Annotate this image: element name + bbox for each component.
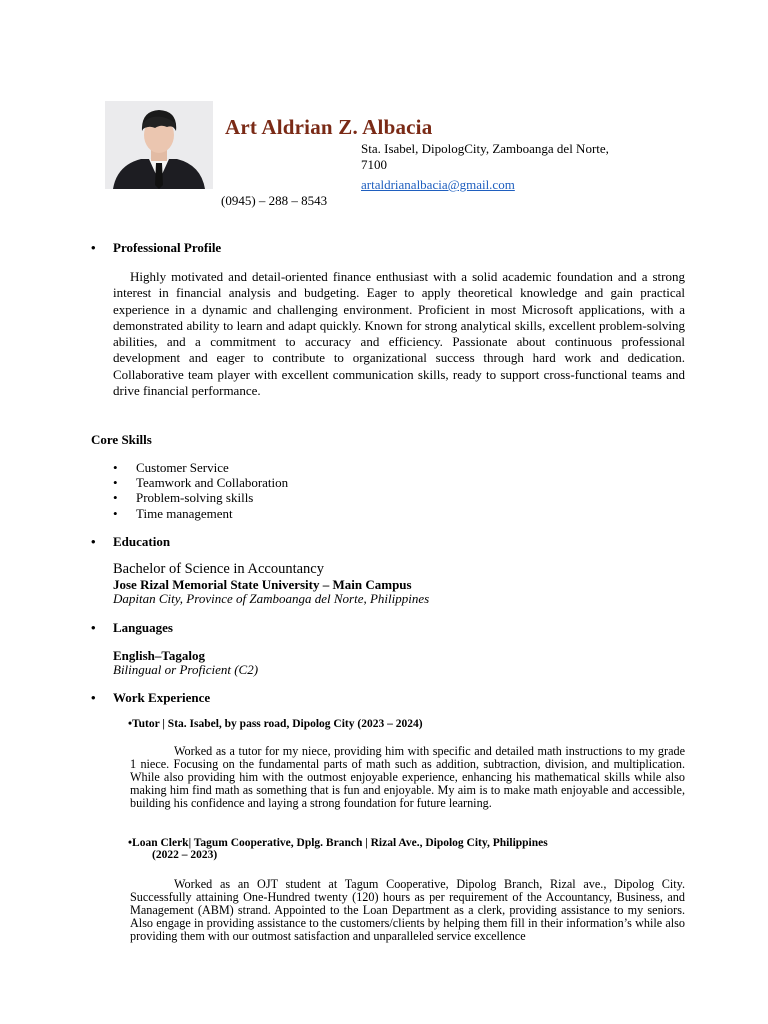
degree: Bachelor of Science in Accountancy — [113, 561, 324, 577]
list-item: • Customer Service — [113, 460, 288, 475]
profile-photo — [105, 101, 213, 189]
job-description-tutor: Worked as a tutor for my niece, providing him with specific and detailed math instructions to my grade 1 niece. Focusing on the fundamental parts of math such as addition, subtraction, division, and multiplication. While also providing him with the outmost enjoyable experience, enhancing his mathematical skills while also making him find math as something that is fun and enjoyable. My aim is to make math enjoyable and accessible, building his confidence and laying a strong foundation for future learning. — [130, 744, 685, 811]
job-heading-loan-clerk: •Loan Clerk| Tagum Cooperative, Dplg. Branch | Rizal Ave., Dipolog City, Philippines (2022 – 2023) — [128, 837, 548, 861]
language-level: Bilingual or Proficient (C2) — [113, 662, 259, 677]
job-heading-tutor: •Tutor | Sta. Isabel, by pass road, Dipolog City (2023 – 2024) — [128, 718, 423, 730]
school-name: Jose Rizal Memorial State University – Main Campus — [113, 577, 412, 592]
profile-summary: Highly motivated and detail-oriented finance enthusiast with a solid academic foundation and a strong interest in financial analysis and budgeting. Eager to apply theoretical knowledge and gain practical experience in a dynamic and challenging environment. Proficient in most Microsoft applications, with a demonstrated ability to learn and adapt quickly. Known for strong analytical skills, excellent problem-solving abilities, and a commitment to accuracy and efficiency. Passionate about continuous professional development and eager to contribute to organizational success through hard work and dedication. Collaborative team player with excellent communication skills, ready to support cross-functional teams and drive financial performance. — [113, 269, 685, 399]
bullet-icon: • — [91, 534, 96, 549]
list-item: • Teamwork and Collaboration — [113, 475, 288, 490]
candidate-name: Art Aldrian Z. Albacia — [225, 115, 433, 139]
person-portrait-icon — [105, 101, 213, 189]
section-heading-professional-profile: • Professional Profile — [91, 240, 222, 255]
school-location: Dapitan City, Province of Zamboanga del Norte, Philippines — [113, 591, 430, 606]
section-heading-education: • Education — [91, 534, 171, 549]
bullet-icon: • — [91, 620, 96, 635]
phone-number: (0945) – 288 – 8543 — [221, 193, 328, 208]
section-heading-core-skills: Core Skills — [91, 432, 152, 447]
list-item: • Problem-solving skills — [113, 490, 288, 505]
section-heading-languages: • Languages — [91, 620, 173, 635]
address: Sta. Isabel, DipologCity, Zamboanga del Norte, 7100 — [361, 141, 609, 172]
list-item: • Time management — [113, 506, 288, 521]
job-description-loan-clerk: Worked as an OJT student at Tagum Cooperative, Dipolog Branch, Rizal ave., Dipolog City. Successfully attaining One-Hundred twenty (120) hours as per requirement of the Accountancy, Business, and Management (ABM) strand. Appointed to the Loan Department as a clerk, providing assistance to my seniors. Also engage in providing assistance to the customers/clients by helping them fill in their information’s while also providing them with our outmost satisfaction and unparalleled service excellence — [130, 877, 685, 944]
email-link[interactable]: artaldrianalbacia@gmail.com — [361, 177, 515, 192]
languages-spoken: English–Tagalog — [113, 648, 206, 663]
section-heading-work-experience: • Work Experience — [91, 690, 211, 705]
job-period: (2022 – 2023) — [152, 849, 218, 861]
bullet-icon: • — [91, 690, 96, 705]
bullet-icon: • — [91, 240, 96, 255]
core-skills-list — [113, 460, 288, 521]
